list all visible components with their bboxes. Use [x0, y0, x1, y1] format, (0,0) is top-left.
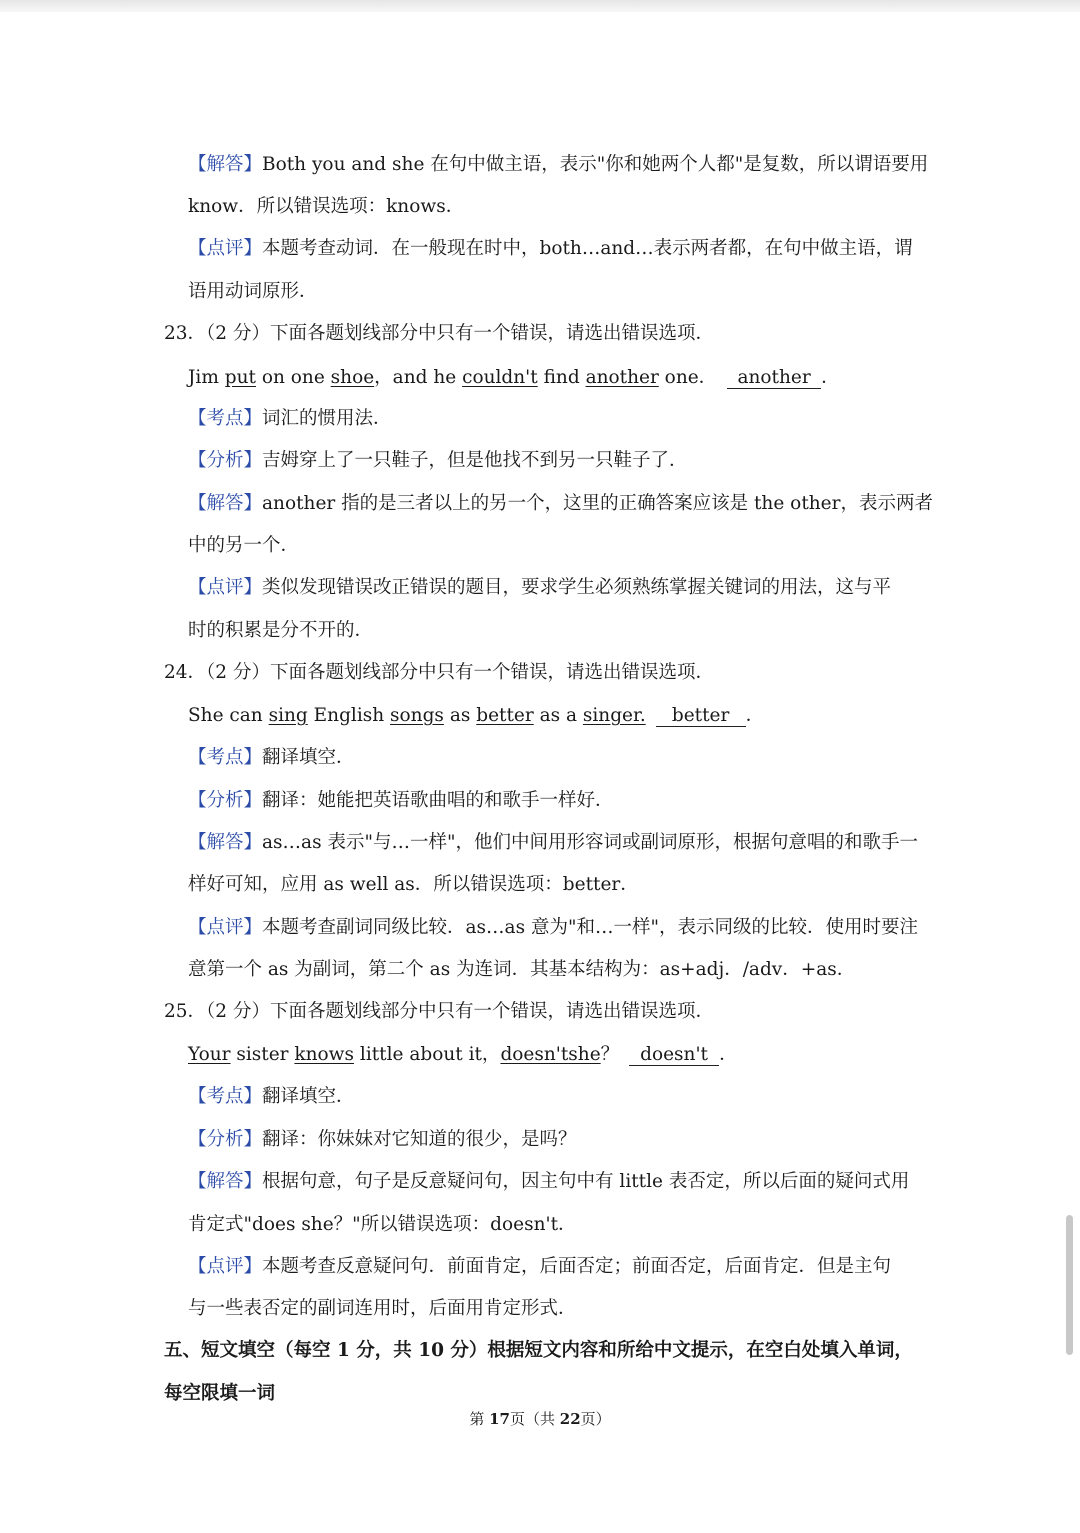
q24-fenxi: [188, 789, 614, 813]
q23-text: on one: [255, 367, 331, 388]
dianping-tag: 【点评】: [188, 238, 263, 259]
q25-dianping-text-1: 本题考查反意疑问句．前面肯定，后面否定；前面否定，后面肯定．但是主句: [262, 1256, 892, 1277]
q24-underlined-sing: sing: [268, 705, 308, 726]
q24-text: English: [307, 705, 391, 726]
dianping-tag: 【点评】: [188, 917, 263, 938]
q24-text: as: [443, 705, 477, 726]
jieda-tag: 【解答】: [188, 493, 263, 514]
q23-jieda-line-2: 中的另一个．: [188, 535, 300, 556]
q25-underlined-your: Your: [188, 1044, 231, 1065]
q22-jieda-text-1: Both you and she 在句中做主语，表示"你和她两个人都"是复数，所以谓语要用: [262, 154, 929, 175]
q24-dianping-line-2: 意第一个 as 为副词，第二个 as 为连词．其基本结构为：as+adj．/adv．+as．: [188, 959, 856, 980]
q25-header: 25．（2 分）下面各题划线部分中只有一个错误，请选出错误选项．: [164, 1001, 714, 1022]
q24-end: ．: [745, 705, 765, 726]
q23-underlined-put: put: [224, 367, 256, 388]
q23-end: ．: [821, 367, 840, 388]
q23-text: find: [537, 367, 586, 388]
q23-underlined-another: another: [585, 367, 659, 388]
q22-dianping-text-2: 语用动词原形．: [188, 281, 318, 302]
q25-dianping-line-1: [188, 1255, 891, 1279]
fenxi-tag: 【分析】: [188, 450, 263, 471]
q22-dianping-text-1: 本题考查动词．在一般现在时中，both…and…表示两者都，在句中做主语，谓: [262, 238, 913, 259]
q25-kaodian: [188, 1085, 355, 1109]
q24-jieda-line-2: 样好可知，应用 as well as．所以错误选项：better．: [188, 874, 639, 895]
q23-text: one．: [658, 367, 718, 388]
q25-jieda-text-1: 根据句意，句子是反意疑问句，因主句中有 little 表否定，所以后面的疑问式用: [262, 1171, 910, 1192]
q25-jieda-line-2: 肯定式"does she？"所以错误选项：doesn't．: [188, 1214, 577, 1235]
q23-jieda-line-1: [188, 492, 933, 516]
q23-dianping-line-2: 时的积累是分不开的．: [188, 620, 374, 641]
vertical-scrollbar-thumb[interactable]: [1066, 1215, 1073, 1355]
q25-underlined-knows: knows: [294, 1044, 355, 1065]
q25-end: ．: [719, 1044, 738, 1065]
page-footer: [0, 1408, 1080, 1429]
q25-underlined-doesntshe: doesn'tshe: [500, 1044, 601, 1065]
q24-text: as a: [533, 705, 583, 726]
footer-text: 页）: [580, 1410, 611, 1428]
q25-text: little about it，: [354, 1044, 501, 1065]
q22-jieda-line-2: [188, 195, 464, 219]
fenxi-tag: 【分析】: [188, 790, 263, 811]
q23-fenxi-text: 吉姆穿上了一只鞋子，但是他找不到另一只鞋子了．: [262, 450, 688, 471]
q24-underlined-better: better: [476, 705, 534, 726]
q25-dianping-line-2: 与一些表否定的副词连用时，后面用肯定形式．: [188, 1298, 577, 1319]
q24-underlined-singer: singer.: [582, 705, 646, 726]
total-page-count: 22: [559, 1410, 581, 1428]
jieda-tag: 【解答】: [188, 832, 263, 853]
q23-jieda-text-1: another 指的是三者以上的另一个，这里的正确答案应该是 the other，表示两者: [262, 493, 933, 514]
q23-text: ，and he: [374, 367, 463, 388]
q25-fenxi: [188, 1128, 577, 1152]
section-five-heading-line-1: 五、短文填空（每空 1 分，共 10 分）根据短文内容和所给中文提示，在空白处填入单词，: [164, 1340, 913, 1361]
section-five-heading-line-2: 每空限填一词: [164, 1383, 276, 1404]
q23-kaodian: [188, 407, 392, 431]
fenxi-tag: 【分析】: [188, 1129, 263, 1150]
q24-header: 24．（2 分）下面各题划线部分中只有一个错误，请选出错误选项．: [164, 662, 714, 683]
jieda-tag: 【解答】: [188, 154, 263, 175]
q24-fenxi-text: 翻译：她能把英语歌曲唱的和歌手一样好．: [262, 790, 614, 811]
q25-sentence: [188, 1043, 738, 1067]
q23-dianping-text-1: 类似发现错误改正错误的题目，要求学生必须熟练掌握关键词的用法，这与平: [262, 577, 892, 598]
q23-kaodian-text: 词汇的惯用法．: [262, 408, 392, 429]
q24-jieda-text-1: as…as 表示"与…一样"，他们中间用形容词或副词原形，根据句意唱的和歌手一: [262, 832, 918, 853]
q23-underlined-couldnt: couldn't: [462, 367, 538, 388]
q22-jieda-line-1: [188, 153, 928, 177]
kaodian-tag: 【考点】: [188, 408, 263, 429]
q22-dianping-line-1: [188, 237, 913, 261]
current-page-number: 17: [489, 1410, 510, 1428]
q25-text: sister: [230, 1044, 295, 1065]
q23-underlined-shoe: shoe: [330, 367, 375, 388]
q25-jieda-line-1: [188, 1170, 909, 1194]
q25-fenxi-text: 翻译：你妹妹对它知道的很少，是吗？: [262, 1129, 577, 1150]
q23-fenxi: [188, 449, 688, 473]
q23-dianping-line-1: [188, 576, 891, 600]
dianping-tag: 【点评】: [188, 577, 263, 598]
q23-sentence: [188, 366, 840, 390]
q23-text: Jim: [188, 367, 225, 388]
jieda-tag: 【解答】: [188, 1171, 263, 1192]
q24-dianping-text-1: 本题考查副词同级比较．as…as 意为"和…一样"，表示同级的比较．使用时要注: [262, 917, 918, 938]
kaodian-tag: 【考点】: [188, 747, 263, 768]
q23-answer-blank: another: [727, 368, 821, 389]
kaodian-tag: 【考点】: [188, 1086, 263, 1107]
q24-kaodian-text: 翻译填空．: [262, 747, 355, 768]
footer-text: 第: [469, 1410, 490, 1428]
q25-kaodian-text: 翻译填空．: [262, 1086, 355, 1107]
q24-kaodian: [188, 746, 355, 770]
q25-answer-blank: doesn't: [629, 1045, 719, 1066]
q24-underlined-songs: songs: [390, 705, 444, 726]
q23-header: 23．（2 分）下面各题划线部分中只有一个错误，请选出错误选项．: [164, 323, 714, 344]
viewer-top-edge: [0, 0, 1080, 12]
dianping-tag: 【点评】: [188, 1256, 263, 1277]
q24-answer-blank: better: [656, 706, 746, 727]
q22-jieda-text-2: know．所以错误选项：knows．: [188, 196, 465, 217]
q25-text: ？: [600, 1044, 620, 1065]
q24-dianping-line-1: [188, 916, 918, 940]
q24-text: She can: [188, 705, 269, 726]
q24-sentence: [188, 704, 764, 728]
q24-jieda-line-1: [188, 831, 918, 855]
q22-dianping-line-2: [188, 280, 318, 304]
footer-text: 页（共: [509, 1410, 560, 1428]
